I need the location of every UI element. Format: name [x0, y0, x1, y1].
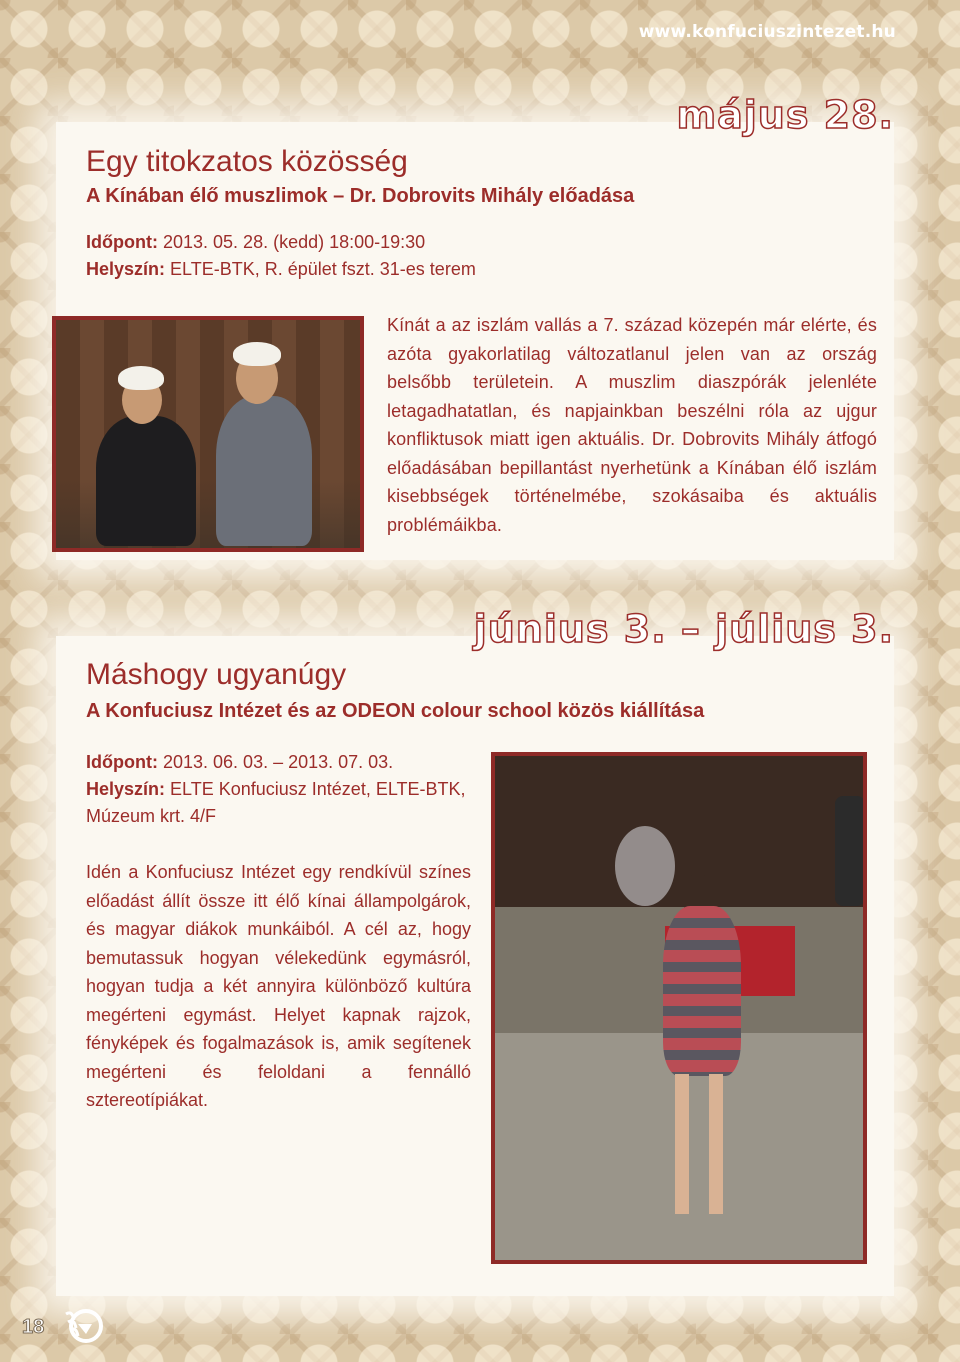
event-description-1: Kínát a az iszlám vallás a 7. század közepén már elérte, és azóta gyakorlatilag változatlanul jelen van az ország belsőbb területein. A muszlim diaszpórák jelenléte letagadhatatlan, és napjainkban beszélni róla az ujgur konfliktusok miatt igen aktuális. Dr. Dobrovits Mihály átfogó előadásában bepillantást nyerhetünk a Kínában élő iszlám kisebbségek történelmébe, szokásaiba és aktuális problémáikba.	[387, 315, 877, 535]
time-value: 2013. 05. 28. (kedd) 18:00-19:30	[162, 232, 426, 252]
event-title-1: Egy titokzatos közösség	[86, 145, 408, 178]
photo-girl-incense	[491, 752, 867, 1264]
event-place-2	[86, 776, 506, 830]
place-value: ELTE Konfuciusz Intézet, ELTE-BTK, Múzeum krt. 4/F	[86, 779, 466, 826]
place-value: ELTE-BTK, R. épület fszt. 31-es terem	[170, 259, 476, 279]
place-label: Helyszín:	[86, 779, 166, 799]
time-value: 2013. 06. 03. – 2013. 07. 03.	[162, 752, 394, 772]
event-time-1	[86, 229, 476, 256]
event-description-2: Idén a Konfuciusz Intézet egy rendkívül színes előadást állít össze itt élő kínai állampolgárok, és magyar diákok munkáiból. A cél az, hogy bemutassuk hogyan vélekedünk egymásról, hogyan tudja a két annyira különböző kultúra megérteni egymást. Helyet kapnak rajzok, fényképek és fogalmazások is, amik segítenek megérteni és feloldani a fennálló sztereotípiákat.	[86, 862, 471, 1110]
photo-muslim-men	[52, 316, 364, 552]
event-date-2: június 3. – július 3.	[473, 607, 894, 651]
time-label: Időpont:	[86, 232, 158, 252]
event-date-1: május 28.	[676, 93, 894, 137]
event-subtitle-1: A Kínában élő muszlimok – Dr. Dobrovits Mihály előadása	[86, 185, 635, 207]
confucius-institute-logo-icon	[62, 1304, 104, 1346]
event-subtitle-2: A Konfuciusz Intézet és az ODEON colour school közös kiállítása	[86, 700, 705, 722]
event-title-2: Máshogy ugyanúgy	[86, 658, 347, 691]
event-info-1	[86, 229, 476, 283]
place-label: Helyszín:	[86, 259, 166, 279]
event-time-2	[86, 749, 506, 776]
event-info-2	[86, 749, 506, 830]
website-url[interactable]: www.konfuciuszintezet.hu	[638, 22, 896, 42]
page-number: 18	[22, 1316, 45, 1338]
time-label: Időpont:	[86, 752, 158, 772]
event-place-1	[86, 256, 476, 283]
